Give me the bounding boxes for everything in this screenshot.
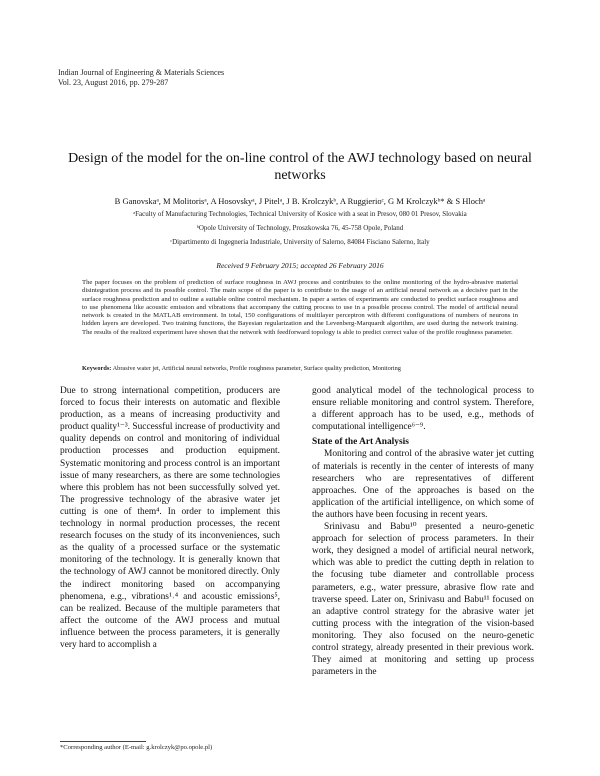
journal-name: Indian Journal of Engineering & Materials Sciences bbox=[58, 68, 225, 77]
body-paragraph: Srinivasu and Babu¹⁰ presented a neuro-genetic approach for selection of process parameters. In their work, they designed a model of artificial neural network, which was able to predict the cutting depth in relation to the focusing tube diameter and controllable process parameters, e.g., water pressure, abrasive flow rate and traverse speed. Later on, Srinivasu and Babu¹¹ focused on an adaptive control strategy for the abrasive water jet cutting process with the integration of the vision-based monitoring. They also focused on the neuro-genetic control strategy, already presented in their previous work. They aimed at monitoring and setting up process parameters in the bbox=[312, 522, 534, 678]
received-date: Received 9 February 2015; accepted 26 February 2016 bbox=[216, 261, 384, 270]
keywords-text: Abrasive water jet, Artificial neural networks, Profile roughness parameter, Surface quality prediction, Monitoring bbox=[112, 365, 401, 372]
keywords bbox=[82, 365, 518, 373]
affiliation-a: ᵃFaculty of Manufacturing Technologies, Technical University of Kosice with a seat in Presov, 080 01 Presov, Slovakia bbox=[133, 210, 467, 218]
body-paragraph: good analytical model of the technological process to ensure reliable monitoring and control system. Therefore, a different approach has to be used, e.g., methods of computational intelligence⁶⁻⁹. bbox=[312, 386, 534, 433]
paper-title: Design of the model for the on-line control of the AWJ technology based on neural networks bbox=[68, 151, 532, 183]
body-paragraph: Due to strong international competition, producers are forced to focus their interests on automatic and flexible production, as a means of increasing productivity and product quality¹⁻³. Successful increase of productivity and quality depends on control and monitoring of individual production processes and production equipment. Systematic monitoring and process control is an important issue of many researchers, as there are some technologies where this problem has not been successfully solved yet. The progressive technology of the abrasive water jet cutting is one of them⁴. In order to implement this technology in normal production processes, the recent research focuses on the study of its inconveniences, such as the quality of a processed surface or the systematic monitoring of the technology. It is generally known that the technology of AWJ cannot be monitored directly. Only the indirect monitoring based on accompanying phenomena, e.g., vibrations¹˒⁴ and acoustic emissions⁵, can be realized. Because of the multiple parameters that affect the outcome of the AWJ process and mutual influence between the process parameters, it is generally very hard to accomplish a bbox=[60, 386, 280, 650]
affiliation-c: ᶜDipartimento di Ingegneria Industriale, University of Salerno, 84084 Fisciano Salerno, Italy bbox=[170, 238, 430, 246]
author-list: B Ganovskaᵃ, M Molitorisᵃ, A Hosovskyᵃ, J Pitelᵃ, J B. Krolczykᵇ, A Ruggierioᶜ, G M Krolczykᵇ* & S Hlochᵃ bbox=[114, 196, 486, 206]
left-column bbox=[60, 385, 280, 731]
journal-header bbox=[58, 68, 224, 88]
journal-issue: Vol. 23, August 2016, pp. 279-287 bbox=[58, 78, 169, 87]
abstract: The paper focuses on the problem of prediction of surface roughness in AWJ process and contributes to the online monitoring of the hydro-abrasive material disintegration process and its possible control. The main scope of the paper is to contribute to the usage of an artificial neural network as a decisive part in the surface roughness prediction and to outline a suitable online control mechanism. In paper a series of experiments are conducted to predict surface roughness and to use phenomena like acoustic emission and vibrations that accompany the cutting process to use in a possible process control. The model of artificial neural network is created in the MATLAB environment. In total, 150 configurations of multilayer perceptron with different configurations of numbers of neurons in hidden layers are developed. Two training functions, the Bayesian regularization and the Levenberg-Marquardt algorithm, are used during the network training. The results of the realized experiment have shown that the network with feedforward topology is able to predict correct value of the profile roughness parameter. bbox=[82, 279, 518, 336]
section-heading: State of the Art Analysis bbox=[312, 437, 409, 448]
corresponding-author-footnote: *Corresponding author (E-mail: g.krolczyk@po.opole.pl) bbox=[60, 744, 213, 751]
footnote-divider bbox=[60, 741, 146, 742]
keywords-label: Keywords: bbox=[82, 365, 112, 372]
affiliation-b: ᵇOpole University of Technology, Proszkowska 76, 45-758 Opole, Poland bbox=[196, 224, 404, 232]
right-column bbox=[312, 385, 534, 775]
body-paragraph: Monitoring and control of the abrasive water jet cutting of materials is recently in the center of interests of many researchers who are representatives of different approaches. One of the approaches is based on the application of the artificial intelligence, on which some of the authors have been focusing in recent years. bbox=[312, 449, 534, 520]
